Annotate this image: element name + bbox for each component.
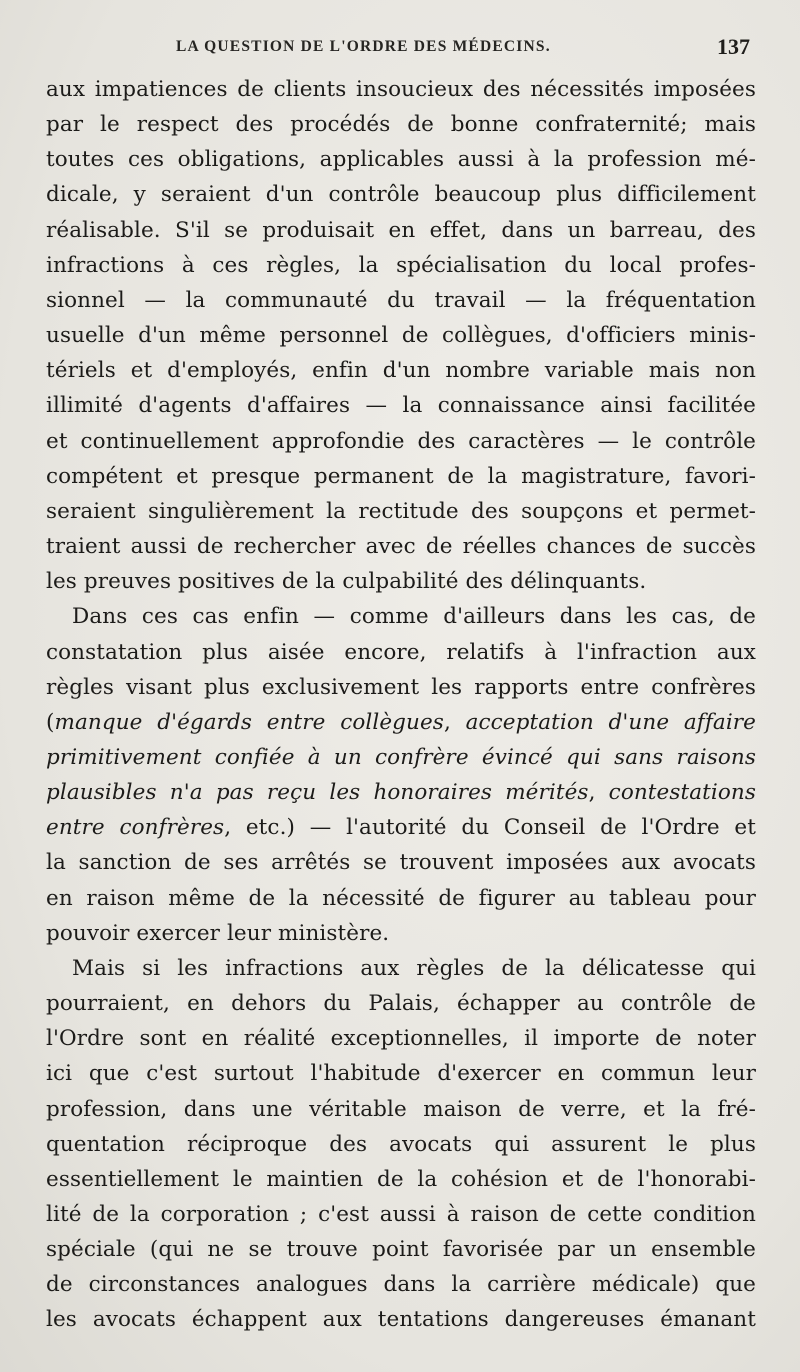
body-text: [46, 72, 756, 1338]
text-line: usuelle d'un même personnel de collègues, d'officiers minis-: [46, 323, 756, 349]
text-line: toutes ces obligations, applicables aussi à la profession mé-: [46, 147, 756, 173]
text-line: aux impatiences de clients insoucieux des nécessités imposées: [46, 77, 756, 102]
italic-text: contestations: [608, 780, 756, 806]
text-line: traient aussi de rechercher avec de réelles chances de succès: [46, 534, 756, 560]
page-number: 137: [717, 34, 750, 59]
italic-text: plausibles n'a pas reçu les honoraires mérités: [46, 780, 589, 806]
text-line: compétent et presque permanent de la magistrature, favori-: [46, 463, 756, 489]
italic-text: entre confrères: [46, 815, 225, 841]
text-line: Dans ces cas enfin — comme d'ailleurs dans les cas, de: [72, 604, 756, 630]
text-line: ici que c'est surtout l'habitude d'exercer en commun leur: [46, 1061, 756, 1087]
text-line: les avocats échappent aux tentations dangereuses émanant: [46, 1307, 756, 1333]
text-line: l'Ordre sont en réalité exceptionnelles, il importe de noter: [46, 1026, 756, 1052]
text-line: en raison même de la nécessité de figurer au tableau pour: [46, 885, 756, 911]
text-line: et continuellement approfondie des caractères — le contrôle: [46, 428, 756, 454]
text-line: infractions à ces règles, la spécialisation du local profes-: [46, 252, 756, 278]
text-line: spéciale (qui ne se trouve point favorisée par un ensemble: [46, 1237, 756, 1263]
text-line: de circonstances analogues dans la carrière médicale) que: [46, 1272, 756, 1298]
text-line-italic-mixed: [46, 775, 756, 810]
text-line: lité de la corporation ; c'est aussi à raison de cette condition: [46, 1202, 756, 1227]
text-line: pourraient, en dehors du Palais, échapper au contrôle de: [46, 991, 756, 1017]
text-line: sionnel — la communauté du travail — la fréquentation: [46, 287, 756, 313]
running-title: LA QUESTION DE L'ORDRE DES MÉDECINS.: [176, 38, 551, 55]
text-line: profession, dans une véritable maison de verre, et la fré-: [46, 1096, 756, 1122]
text-line: les preuves positives de la culpabilité des délinquants.: [46, 569, 647, 595]
text-fragment: ,: [588, 780, 609, 806]
text-line: Mais si les infractions aux règles de la délicatesse qui: [72, 955, 756, 981]
text-line-italic: [46, 740, 756, 775]
italic-text: primitivement confiée à un confrère évincé qui sans raisons: [46, 744, 756, 770]
italic-text: manque d'égards entre collègues: [54, 709, 444, 735]
text-line: quentation réciproque des avocats qui assurent le plus: [46, 1131, 756, 1157]
text-line: dicale, y seraient d'un contrôle beaucoup plus difficilement: [46, 182, 756, 208]
text-fragment: ,: [443, 709, 466, 735]
text-line: la sanction de ses arrêtés se trouvent imposées aux avocats: [46, 850, 756, 876]
text-line: pouvoir exercer leur ministère.: [46, 920, 390, 946]
text-line: règles visant plus exclusivement les rapports entre confrères: [46, 674, 756, 700]
text-line: réalisable. S'il se produisait en effet, dans un barreau, des: [46, 217, 756, 243]
text-line-italic-mixed: (manque d'égards entre collègues, acceptation d'une affaire: [46, 709, 756, 735]
italic-text: acceptation d'une affaire: [465, 709, 756, 735]
text-line: seraient singulièrement la rectitude des soupçons et permet-: [46, 498, 756, 524]
text-line-italic-mixed: [46, 810, 756, 845]
text-line: par le respect des procédés de bonne confraternité; mais: [46, 112, 756, 138]
text-line: essentiellement le maintien de la cohésion et de l'honorabi-: [46, 1166, 756, 1192]
text-line: constatation plus aisée encore, relatifs à l'infraction aux: [46, 639, 756, 665]
text-fragment: , etc.) — l'autorité du Conseil de l'Ordre et: [224, 815, 756, 841]
running-head: [44, 36, 756, 60]
text-line: tériels et d'employés, enfin d'un nombre variable mais non: [46, 358, 756, 384]
text-line: illimité d'agents d'affaires — la connaissance ainsi facilitée: [46, 393, 756, 419]
